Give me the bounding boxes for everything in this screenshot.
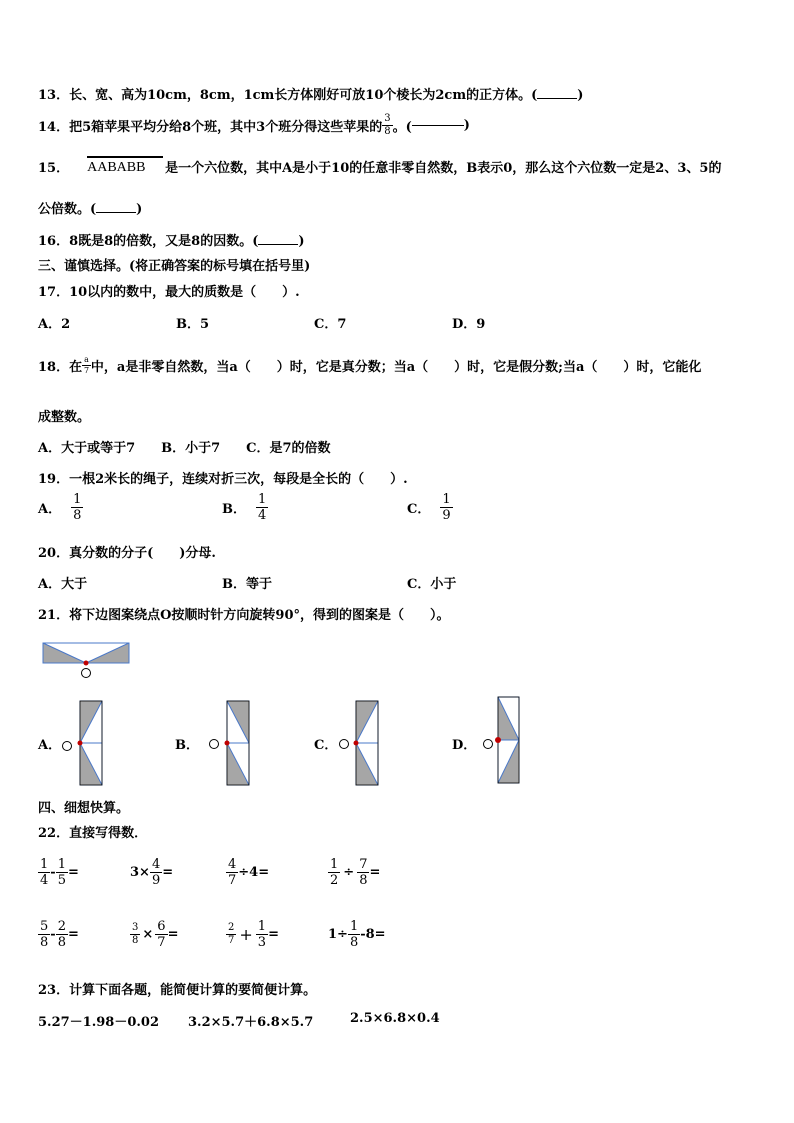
- question-number: 14．: [38, 120, 70, 135]
- question-text: 直接写得数．: [69, 826, 148, 841]
- option-c[interactable]: C．小于: [407, 577, 457, 592]
- question-13: [38, 84, 583, 103]
- question-17: [38, 281, 300, 300]
- calc-item: [38, 858, 79, 887]
- denominator: 4: [40, 873, 49, 888]
- numerator: 2: [228, 922, 235, 933]
- fraction: [256, 920, 268, 949]
- question-23: [38, 979, 316, 998]
- denominator: 7: [83, 366, 90, 375]
- equals: =: [67, 927, 79, 942]
- fraction: [38, 920, 50, 949]
- denominator: 7: [228, 935, 235, 946]
- overline-number: AABABB: [87, 156, 163, 176]
- denominator: 7: [228, 873, 237, 888]
- option-d[interactable]: D．: [452, 738, 477, 753]
- numerator: 3: [132, 922, 139, 933]
- option-a[interactable]: A．: [38, 738, 62, 753]
- denominator: 8: [384, 126, 391, 137]
- question-text: 真分数的分子( )分母.: [69, 546, 216, 561]
- numerator: 1: [442, 492, 451, 507]
- section-heading: 三、谨慎选择。(将正确答案的标号填在括号里): [38, 259, 311, 274]
- denominator: 3: [257, 935, 267, 950]
- calc-item: [130, 858, 173, 887]
- option-label: A．: [38, 502, 62, 517]
- numerator: 4: [151, 857, 161, 872]
- expression: 3.2×5.7＋6.8×5.7: [188, 1015, 314, 1030]
- denominator: 8: [349, 935, 359, 950]
- answer-blank[interactable]: [258, 244, 298, 245]
- fraction: [357, 858, 369, 887]
- denominator: 5: [57, 873, 66, 888]
- equals: =: [167, 927, 179, 942]
- question-19: [38, 468, 408, 487]
- question-number: 18．: [38, 360, 70, 375]
- option-a-figure[interactable]: [60, 700, 110, 790]
- section-heading: 四、细想快算。: [38, 801, 130, 816]
- fraction: [38, 858, 50, 887]
- option-a[interactable]: A．大于: [38, 577, 88, 592]
- numerator: a: [84, 355, 89, 364]
- fraction: [382, 114, 392, 137]
- fraction: [82, 356, 91, 375]
- question-text: 将下边图案绕点O按顺时针方向旋转90°，得到的图案是（ ）。: [69, 608, 450, 623]
- numerator: 1: [258, 492, 267, 507]
- option-b[interactable]: [222, 493, 268, 522]
- option-b[interactable]: B．5: [176, 317, 210, 332]
- fraction: [130, 923, 140, 946]
- question-text: 中，a是非零自然数，当a（ ）时，它是真分数；当a（ ）时，它是假分数;当a（ ）时，它能化: [90, 360, 702, 375]
- fraction: [150, 858, 162, 887]
- option-d-figure[interactable]: [478, 696, 528, 786]
- question-14: [38, 114, 470, 137]
- calc-item: [130, 920, 178, 949]
- question-number: 17．: [38, 285, 70, 300]
- fraction: [256, 493, 268, 522]
- denominator: 9: [151, 873, 161, 888]
- paren-close: ): [577, 88, 584, 103]
- calc-item: [328, 920, 386, 949]
- operand: 1÷: [328, 927, 348, 942]
- rotation-source-figure: [42, 642, 132, 682]
- numerator: 7: [359, 857, 368, 872]
- question-number: 22．: [38, 826, 70, 841]
- question-18: [38, 356, 701, 375]
- numerator: 3: [384, 113, 391, 124]
- question-text: 8既是8的倍数，又是8的因数。(: [69, 234, 259, 249]
- denominator: 8: [359, 873, 368, 888]
- question-number: 15．: [38, 160, 70, 176]
- equals: -8=: [360, 927, 386, 942]
- operator: -: [50, 927, 56, 942]
- numerator: 2: [57, 919, 66, 934]
- calc-item: [226, 858, 269, 887]
- answer-blank[interactable]: [537, 98, 577, 99]
- operator: ÷: [343, 865, 355, 880]
- question-text: 一根2米长的绳子，连续对折三次，每段是全长的（ ）.: [69, 472, 408, 487]
- numerator: 4: [228, 857, 237, 872]
- question-text: 把5箱苹果平均分给8个班，其中3个班分得这些苹果的: [69, 120, 383, 135]
- question-20: [38, 542, 216, 561]
- fraction: [226, 923, 236, 946]
- fraction: [155, 920, 167, 949]
- option-a[interactable]: [38, 493, 83, 522]
- question-21: [38, 604, 450, 623]
- paren-close: ): [136, 202, 143, 217]
- denominator: 2: [330, 873, 339, 888]
- option-label: C．: [407, 502, 431, 517]
- question-number: 20．: [38, 546, 70, 561]
- numerator: 5: [40, 919, 49, 934]
- question-text: 在: [69, 360, 83, 375]
- paren-close: ): [298, 234, 305, 249]
- question-18-continued: 成整数。: [38, 410, 91, 425]
- calc-item: [328, 858, 380, 887]
- question-number: 13．: [38, 88, 70, 103]
- operator: +: [239, 925, 253, 944]
- answer-blank[interactable]: [412, 125, 464, 126]
- fraction: [440, 493, 452, 522]
- question-text: 10以内的数中，最大的质数是（ ）.: [69, 285, 300, 300]
- question-15: [38, 156, 721, 176]
- question-text: 是一个六位数，其中A是小于10的任意非零自然数，B表示0，那么这个六位数一定是2、3、5的: [165, 160, 722, 176]
- question-text: 公倍数。(: [38, 202, 97, 217]
- denominator: 4: [258, 508, 267, 523]
- calc-item: [226, 920, 279, 949]
- denominator: 8: [57, 935, 66, 950]
- expression: 2.5×6.8×0.4: [350, 1011, 440, 1026]
- numerator: 1: [40, 857, 49, 872]
- question-15-continued: [38, 198, 142, 217]
- answer-blank[interactable]: [96, 212, 136, 213]
- equals: =: [268, 927, 279, 942]
- question-number: 23．: [38, 983, 70, 998]
- question-text: 计算下面各题，能简便计算的要简便计算。: [69, 983, 317, 998]
- question-text: 长、宽、高为10cm，8cm，1cm长方体刚好可放10个棱长为2cm的正方体。(: [69, 88, 538, 103]
- pivot-dot: [84, 661, 89, 666]
- option-b-figure[interactable]: [205, 700, 255, 790]
- numerator: 1: [57, 857, 66, 872]
- denominator: 9: [442, 508, 451, 523]
- fraction: [348, 920, 360, 949]
- equals: ÷4=: [238, 865, 270, 880]
- option-c-figure[interactable]: [336, 700, 386, 790]
- numerator: 6: [157, 919, 166, 934]
- denominator: 7: [157, 935, 166, 950]
- denominator: 8: [73, 508, 82, 523]
- equals: =: [67, 865, 79, 880]
- fraction: [56, 920, 68, 949]
- option-a[interactable]: A．2: [38, 317, 71, 332]
- option-c[interactable]: [407, 493, 453, 522]
- operator: -: [50, 865, 56, 880]
- fraction: [71, 493, 83, 522]
- numerator: 1: [330, 857, 339, 872]
- question-16: [38, 230, 305, 249]
- question-number: 21．: [38, 608, 70, 623]
- question-text-tail: 。(: [392, 120, 412, 135]
- equals: =: [162, 865, 174, 880]
- option-c[interactable]: C．: [314, 738, 338, 753]
- denominator: 8: [132, 935, 139, 946]
- equals: =: [369, 865, 381, 880]
- numerator: 1: [257, 919, 267, 934]
- numerator: 1: [349, 919, 359, 934]
- operand: 3×: [130, 865, 150, 880]
- question-18-options[interactable]: A．大于或等于7 B．小于7 C．是7的倍数: [38, 441, 331, 456]
- option-label: B．: [222, 502, 246, 517]
- question-22: [38, 822, 147, 841]
- fraction: [56, 858, 68, 887]
- option-c[interactable]: C．7: [314, 317, 347, 332]
- fraction: [226, 858, 238, 887]
- calc-item: [38, 920, 79, 949]
- expression: 5.27－1.98－0.02: [38, 1015, 159, 1030]
- operator: ×: [142, 927, 154, 942]
- denominator: 8: [40, 935, 49, 950]
- option-b[interactable]: B．: [175, 738, 199, 753]
- option-b[interactable]: B．等于: [222, 577, 272, 592]
- numerator: 1: [73, 492, 82, 507]
- point-o-circle: [82, 669, 91, 678]
- question-number: 16．: [38, 234, 70, 249]
- question-number: 19．: [38, 472, 70, 487]
- fraction: [328, 858, 340, 887]
- paren-close: ): [463, 118, 470, 133]
- option-d[interactable]: D．9: [452, 317, 486, 332]
